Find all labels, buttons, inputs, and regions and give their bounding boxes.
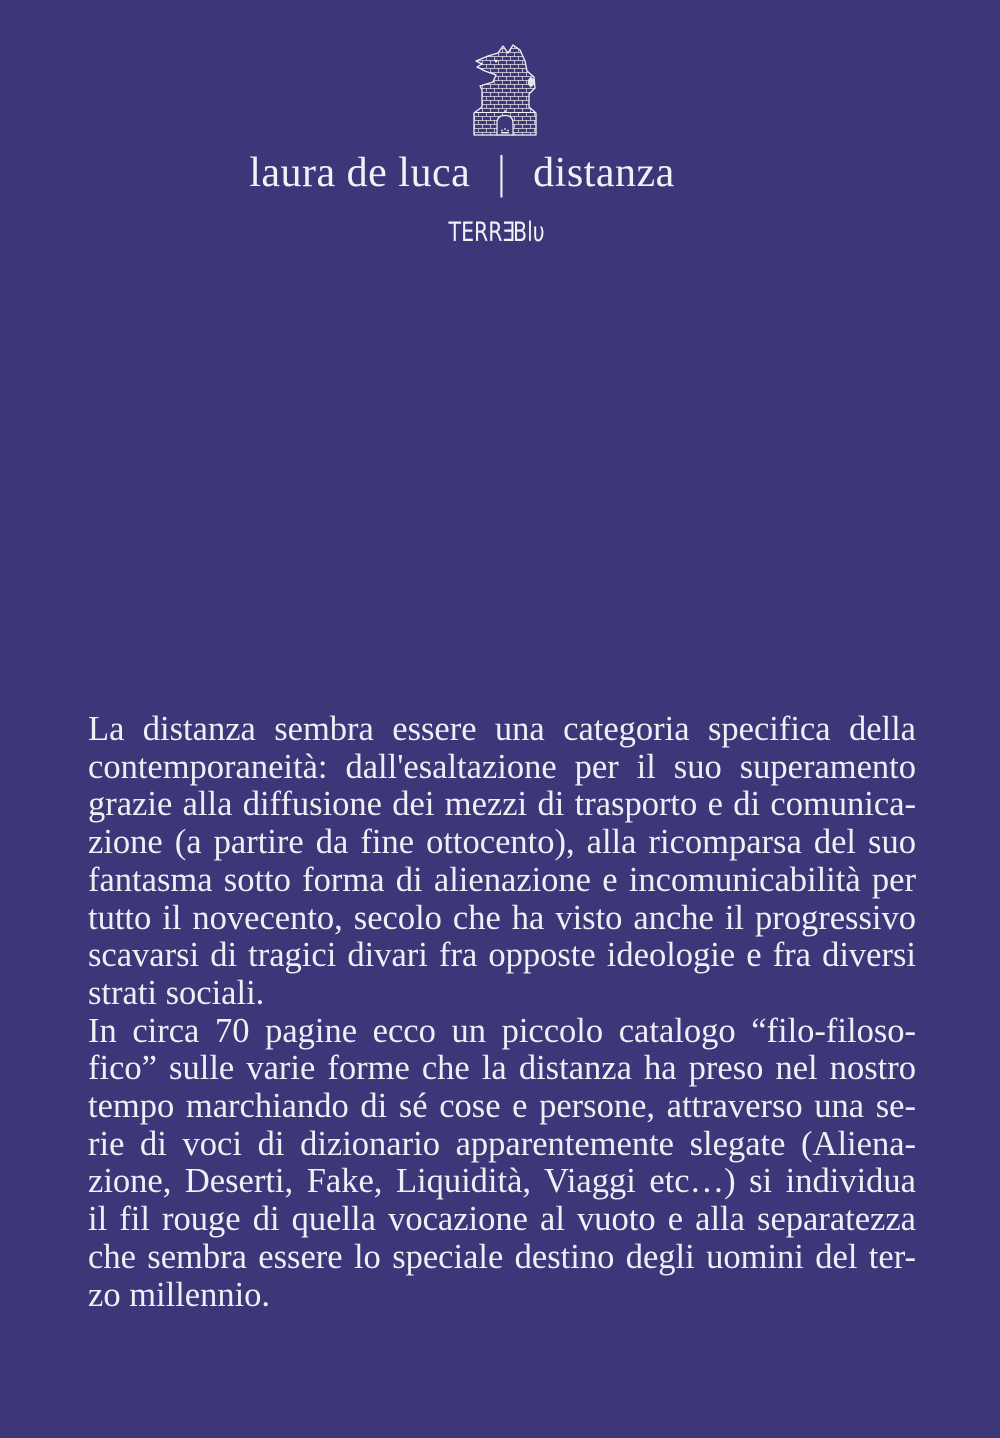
brick-knight-icon	[472, 44, 538, 136]
blurb-line: zione (a partire da fine ottocento), alla ricomparsa del suo	[88, 823, 916, 862]
blurb-line: zo millennio.	[88, 1275, 271, 1314]
blurb-line: scavarsi di tragici divari fra opposte ideologie e fra diversi	[88, 936, 916, 975]
blurb-line: fantasma sotto forma di alienazione e incomunicabilità per	[88, 860, 916, 899]
publisher-part-terr: TERR	[448, 217, 503, 248]
blurb-line: tempo marchiando di sé cose e persone, attraverso una se-	[88, 1087, 916, 1126]
blurb-line: contemporaneità: dall'esaltazione per il suo superamento	[88, 747, 916, 786]
knight-nostril	[480, 63, 482, 65]
blurb-line: In circa 70 pagine ecco un piccolo catalogo “filo-filoso-	[88, 1011, 916, 1050]
blurb-text-block	[88, 711, 916, 1314]
blurb-line: grazie alla diffusione dei mezzi di trasporto e di comunica-	[88, 785, 916, 824]
blurb-line: rie di voci di dizionario apparentemente slegate (Aliena-	[88, 1124, 916, 1163]
blurb-line: zione, Deserti, Fake, Liquidità, Viaggi etc…) si individua	[88, 1162, 916, 1201]
author-name: laura de luca	[249, 150, 471, 196]
blurb-line: il fil rouge di quella vocazione al vuoto e alla separatezza	[88, 1200, 916, 1239]
book-title: distanza	[533, 150, 675, 196]
body-mark	[504, 110, 506, 112]
blurb-line: strati sociali.	[88, 973, 265, 1012]
publisher-part-blu: Blυ	[513, 217, 546, 248]
blurb-line: fico” sulle varie forme che la distanza ha preso nel nostro	[88, 1049, 916, 1088]
title-line	[249, 147, 675, 199]
knight-eye	[495, 60, 498, 63]
publisher-emblem	[472, 44, 538, 136]
blurb-line: che sembra essere lo speciale destino degli uomini del ter-	[88, 1237, 916, 1276]
blurb-line: tutto il novecento, secolo che ha visto anche il progressivo	[88, 898, 916, 937]
publisher-reversed-e: Ǝ	[502, 217, 516, 248]
publisher-row	[0, 217, 1000, 247]
title-separator: |	[497, 147, 507, 199]
title-row	[0, 147, 1000, 199]
publisher-logotype	[449, 217, 545, 249]
mane-highlight	[528, 77, 534, 87]
blurb-line: La distanza sembra essere una categoria specifica della	[88, 710, 916, 748]
